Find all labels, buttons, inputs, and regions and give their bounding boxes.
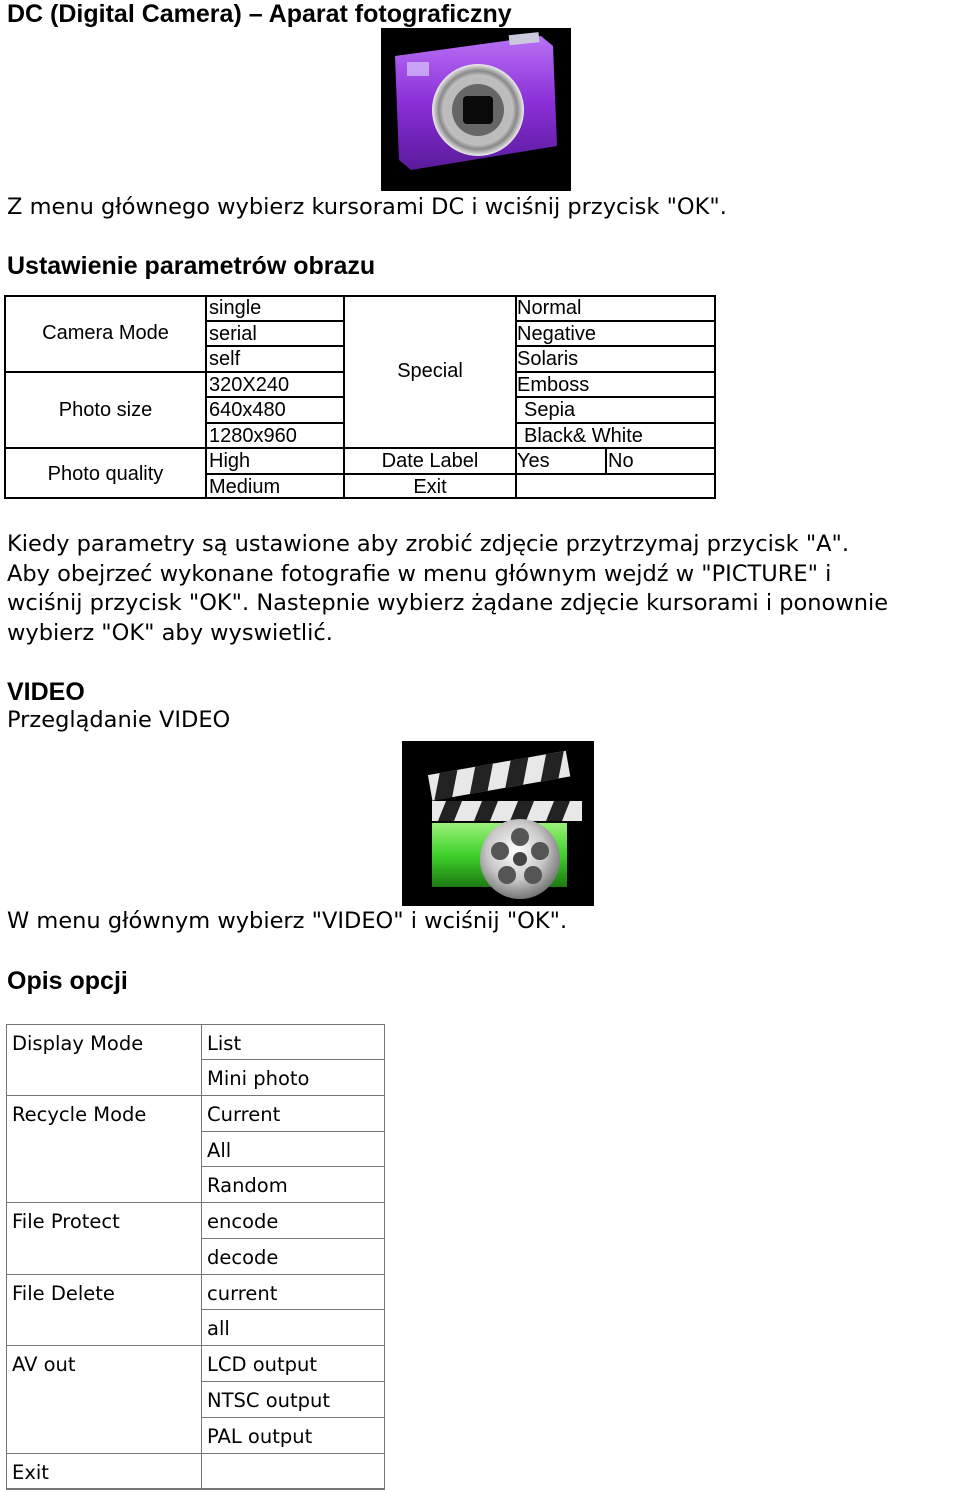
value-all: All [207, 1139, 232, 1162]
value-ntsc-output: NTSC output [207, 1389, 331, 1412]
body-line-4: wybierz "OK" aby wyswietlić. [7, 620, 333, 646]
special-label: Special [397, 360, 463, 382]
video-heading: VIDEO [7, 678, 85, 706]
photo-quality-label: Photo quality [47, 463, 164, 485]
option-medium: Medium [209, 476, 281, 498]
exit-option-label: Exit [12, 1461, 49, 1484]
value-delete-all: all [207, 1317, 230, 1340]
clapperboard-icon [402, 741, 594, 906]
value-encode: encode [207, 1210, 279, 1233]
body-line-2: Aby obejrzeć wykonane fotografie w menu głównym wejdź w "PICTURE" i [7, 561, 832, 587]
no-label: No [608, 450, 634, 472]
page-title: DC (Digital Camera) – Aparat fotograficzny [7, 0, 512, 28]
recycle-mode-label: Recycle Mode [12, 1103, 147, 1126]
body-line-1: Kiedy parametry są ustawione aby zrobić zdjęcie przytrzymaj przycisk "A". [7, 531, 850, 557]
intro-text: Z menu głównego wybierz kursorami DC i wciśnij przycisk "OK". [7, 194, 727, 220]
effect-sepia: Sepia [524, 399, 576, 421]
effect-negative: Negative [517, 323, 596, 345]
value-list: List [207, 1032, 242, 1055]
value-decode: decode [207, 1246, 279, 1269]
av-out-label: AV out [12, 1353, 76, 1376]
option-serial: serial [209, 323, 257, 345]
effect-normal: Normal [517, 297, 582, 319]
option-640x480: 640x480 [209, 399, 286, 421]
options-table [6, 1024, 385, 1490]
value-current: Current [207, 1103, 281, 1126]
video-subheading: Przeglądanie VIDEO [7, 707, 231, 733]
settings-table [4, 295, 716, 499]
option-self: self [209, 348, 241, 370]
file-protect-label: File Protect [12, 1210, 120, 1233]
effect-emboss: Emboss [517, 374, 590, 396]
file-delete-label: File Delete [12, 1282, 115, 1305]
digital-camera-icon [381, 28, 571, 191]
settings-heading: Ustawienie parametrów obrazu [7, 252, 376, 280]
value-lcd-output: LCD output [207, 1353, 318, 1376]
exit-label: Exit [413, 476, 447, 498]
camera-mode-label: Camera Mode [42, 322, 169, 344]
value-mini-photo: Mini photo [207, 1067, 310, 1090]
value-delete-current: current [207, 1282, 278, 1305]
option-320x240: 320X240 [209, 374, 290, 396]
option-single: single [209, 297, 262, 319]
photo-size-label: Photo size [58, 399, 153, 421]
value-pal-output: PAL output [207, 1425, 313, 1448]
effect-black-white: Black& White [524, 425, 643, 447]
effect-solaris: Solaris [517, 348, 579, 370]
value-random: Random [207, 1174, 288, 1197]
yes-label: Yes [517, 450, 550, 472]
option-high: High [209, 450, 251, 472]
video-instruction: W menu głównym wybierz "VIDEO" i wciśnij "OK". [7, 908, 568, 934]
option-1280x960: 1280x960 [209, 425, 297, 447]
body-line-3: wciśnij przycisk "OK". Nastepnie wybierz żądane zdjęcie kursorami i ponownie [7, 590, 889, 616]
options-heading: Opis opcji [7, 967, 128, 995]
display-mode-label: Display Mode [12, 1032, 144, 1055]
date-label: Date Label [381, 450, 479, 472]
